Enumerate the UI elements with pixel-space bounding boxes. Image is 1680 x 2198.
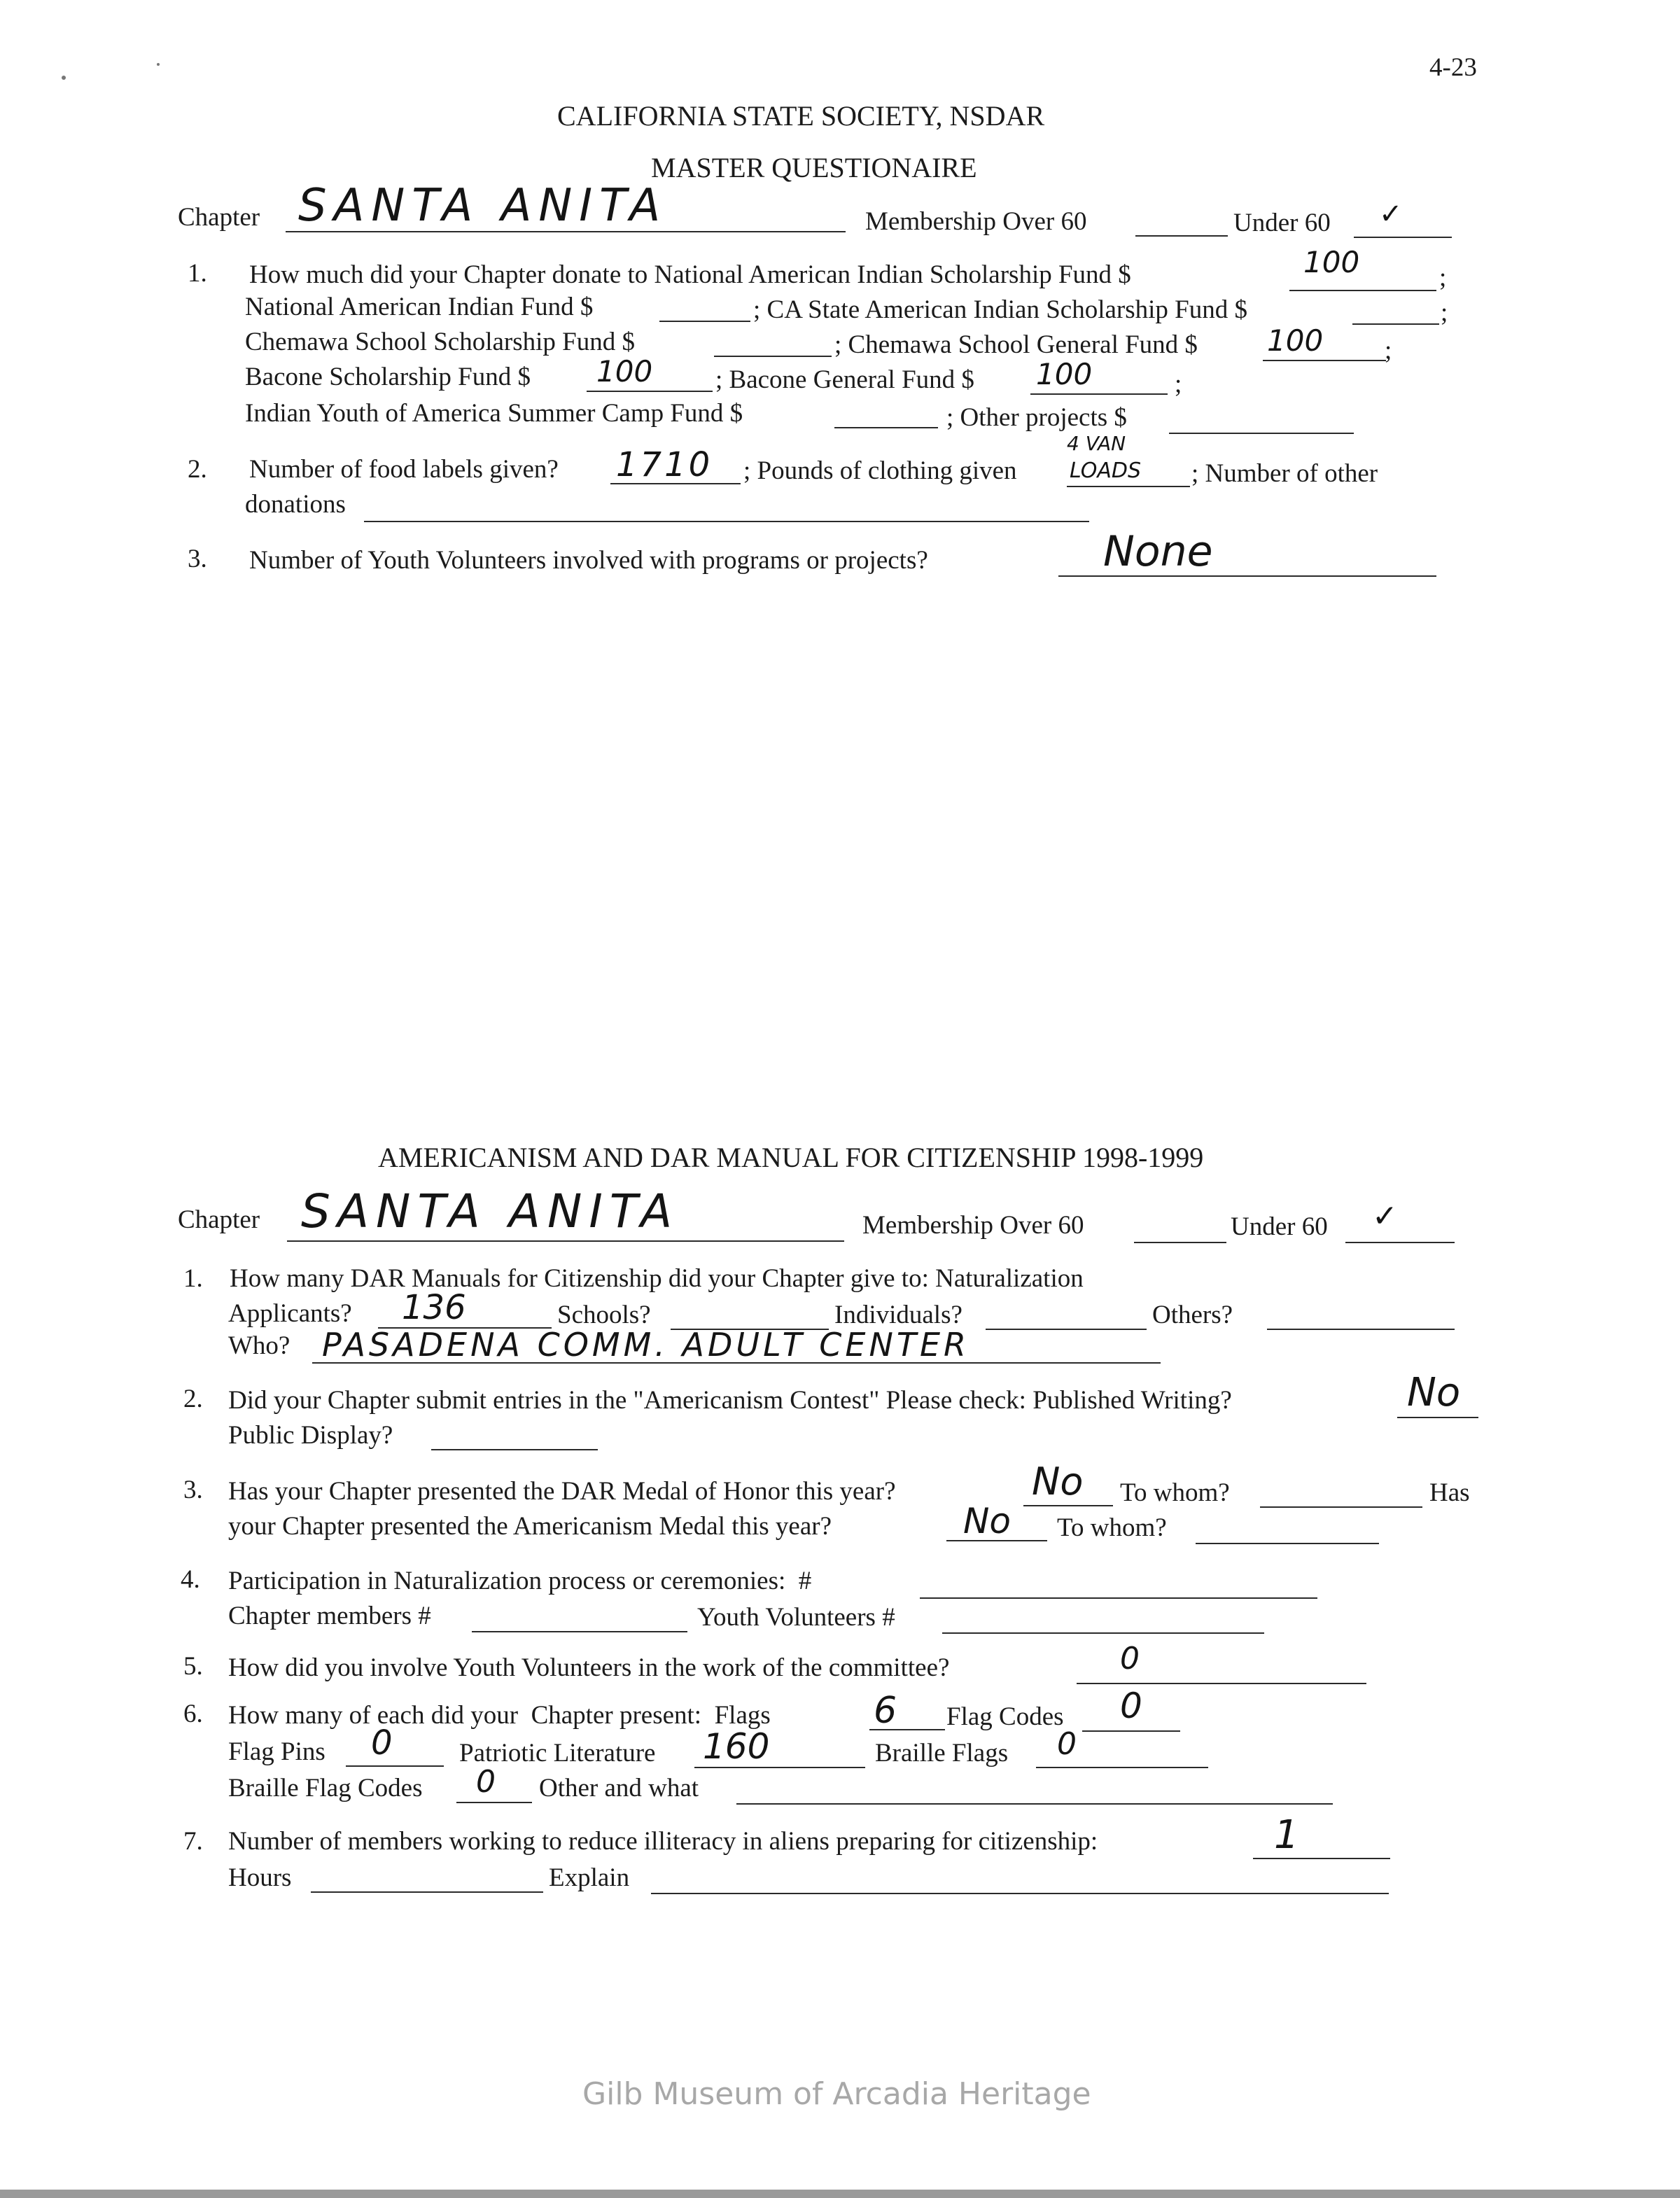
form1-q1-line3b: ; Chemawa School General Fund $	[834, 330, 1198, 359]
form1-q2-line1a: Number of food labels given?	[249, 455, 559, 484]
form2-q7-line1-blank	[1253, 1858, 1390, 1859]
form1-under-line	[1354, 237, 1452, 238]
form1-q2-line1b: ; Pounds of clothing given	[743, 456, 1017, 485]
form2-q6-braille-codes-blank	[456, 1802, 532, 1803]
form1-q1-line1-blank	[1289, 290, 1436, 291]
form1-chapter-value: SANTA ANITA	[298, 180, 668, 232]
form1-q1-semicolon: ;	[1175, 370, 1182, 398]
form2-q2-line1: Did your Chapter submit entries in the "Americanism Contest" Please check: Published Writing?	[228, 1386, 1232, 1415]
form1-q1-line5a: Indian Youth of America Summer Camp Fund $	[245, 399, 743, 428]
scan-speck	[157, 63, 160, 66]
form2-q2-line2-blank	[431, 1449, 598, 1450]
form2-q4-line1: Participation in Naturalization process or ceremonies: #	[228, 1567, 812, 1595]
form2-q1-applicants-label: Applicants?	[228, 1299, 352, 1328]
form2-q6-number: 6.	[183, 1700, 203, 1728]
form1-q1-line4a-value: 100	[596, 354, 653, 388]
form1-q2-clothing-value-top: 4 VAN	[1067, 432, 1126, 455]
form2-q7-hours-blank	[311, 1891, 543, 1893]
form2-q7-explain-blank	[651, 1893, 1389, 1894]
form2-q6-line1b: Flag Codes	[946, 1702, 1064, 1731]
form1-q3-value: None	[1103, 527, 1213, 576]
form2-q6-other-blank	[736, 1803, 1333, 1805]
form2-q5-blank	[1077, 1683, 1366, 1684]
form1-q1-line1-value: 100	[1303, 245, 1360, 279]
form1-q1-line4a: Bacone Scholarship Fund $	[245, 363, 531, 391]
form1-q1-line5a-blank	[834, 427, 938, 428]
form1-q1-line5b-blank	[1169, 433, 1354, 434]
form2-q3-line1b: To whom?	[1120, 1478, 1230, 1507]
form1-q1-line2b: ; CA State American Indian Scholarship Fund $	[753, 295, 1247, 324]
scan-bottom-edge	[0, 2190, 1680, 2198]
form2-q1-others-label: Others?	[1152, 1301, 1233, 1329]
form1-membership-over-label: Membership Over 60	[865, 207, 1087, 236]
form1-q2-donations-blank	[364, 521, 1089, 522]
form1-q1-semicolon: ;	[1385, 336, 1392, 365]
form2-q4-members-blank	[472, 1631, 687, 1632]
form2-q4-line2b: Youth Volunteers #	[697, 1603, 895, 1632]
form2-q3-line1a: Has your Chapter presented the DAR Medal of Honor this year?	[228, 1477, 896, 1506]
form2-chapter-label: Chapter	[178, 1205, 260, 1234]
form2-q3-line2a: your Chapter presented the Americanism Medal this year?	[228, 1512, 832, 1541]
form2-q4-number: 4.	[181, 1565, 200, 1594]
form1-membership-over-line	[1135, 235, 1228, 237]
form2-q6-flags-value: 6	[874, 1690, 897, 1732]
form2-under-line	[1345, 1242, 1455, 1243]
form2-q6-lit-value: 160	[703, 1726, 770, 1767]
form2-q1-applicants-value: 136	[402, 1288, 466, 1327]
form1-chapter-label: Chapter	[178, 203, 260, 232]
form1-q1-semicolon: ;	[1439, 263, 1447, 292]
form2-q3-number: 3.	[183, 1476, 203, 1504]
form2-q6-other-label: Other and what	[539, 1774, 699, 1802]
form2-q5-number: 5.	[183, 1652, 203, 1681]
form1-q1-line3a-blank	[714, 356, 832, 357]
form1-q1-line4b: ; Bacone General Fund $	[715, 365, 974, 394]
form2-q2-line2: Public Display?	[228, 1421, 393, 1450]
form2-q2-line1-value: No	[1407, 1370, 1461, 1415]
form2-q1-schools-label: Schools?	[557, 1301, 651, 1329]
form2-q1-number: 1.	[183, 1264, 203, 1293]
form2-q6-flag-codes-value: 0	[1120, 1686, 1142, 1726]
form1-q2-number: 2.	[188, 455, 207, 484]
form2-q3-to-whom2-blank	[1196, 1543, 1379, 1544]
form2-q1-individuals-label: Individuals?	[834, 1301, 962, 1329]
form2-q3-line2b: To whom?	[1057, 1513, 1167, 1542]
form2-membership-over-label: Membership Over 60	[862, 1211, 1084, 1240]
form2-q3-medal-value: No	[1032, 1460, 1084, 1504]
form2-q6-lit-blank	[694, 1767, 865, 1768]
form2-q6-braille-flags-label: Braille Flags	[875, 1739, 1009, 1768]
form1-q2-food-value: 1710	[616, 445, 713, 484]
form1-q1-line5b: ; Other projects $	[946, 403, 1127, 432]
form2-q1-who-value: PASADENA COMM. ADULT CENTER	[322, 1326, 970, 1364]
form2-q3-line1c: Has	[1429, 1478, 1470, 1507]
form1-q2-line1c: ; Number of other	[1191, 459, 1378, 488]
form2-q1-individuals-blank	[986, 1329, 1147, 1330]
form2-q6-braille-codes-label: Braille Flag Codes	[228, 1774, 423, 1802]
form1-q1-line3b-blank	[1263, 360, 1386, 361]
form1-q3-number: 3.	[188, 545, 207, 573]
form2-q3-amer-value: No	[963, 1501, 1011, 1541]
form2-q6-flag-pins-blank	[346, 1765, 444, 1767]
form2-q3-to-whom-blank	[1260, 1506, 1422, 1508]
form2-membership-over-line	[1134, 1242, 1226, 1243]
form1-q2-line2: donations	[245, 490, 346, 519]
page-number: 4-23	[1429, 53, 1477, 82]
form2-q1-line1: How many DAR Manuals for Citizenship did your Chapter give to: Naturalization	[230, 1264, 1084, 1293]
form1-q1-number: 1.	[188, 259, 207, 288]
form2-q6-line1a: How many of each did your Chapter present: Flags	[228, 1701, 771, 1730]
form2-q6-flag-pins-value: 0	[371, 1723, 393, 1763]
form2-q5-text: How did you involve Youth Volunteers in the work of the committee?	[228, 1653, 950, 1682]
form2-chapter-line	[287, 1240, 844, 1242]
form1-q1-line2a-blank	[659, 321, 750, 322]
form1-q3-text: Number of Youth Volunteers involved with programs or projects?	[249, 546, 928, 575]
form1-title-line1: CALIFORNIA STATE SOCIETY, NSDAR	[557, 100, 1045, 132]
form1-under-value: ✓	[1379, 198, 1403, 230]
form1-q2-clothing-blank	[1067, 486, 1190, 487]
form2-q4-youth-blank	[942, 1632, 1264, 1634]
form2-q5-value: 0	[1120, 1641, 1140, 1676]
form1-q1-line4a-blank	[587, 391, 713, 392]
form2-q4-line2a: Chapter members #	[228, 1602, 431, 1630]
watermark: Gilb Museum of Arcadia Heritage	[582, 2076, 1091, 2112]
form1-q1-line4b-value: 100	[1036, 357, 1093, 391]
form1-q1-line1: How much did your Chapter donate to National American Indian Scholarship Fund $	[249, 260, 1131, 289]
form2-q7-line1-value: 1	[1274, 1812, 1299, 1858]
form1-under-label: Under 60	[1233, 209, 1331, 237]
form2-q7-hours-label: Hours	[228, 1863, 292, 1892]
form2-under-value: ✓	[1372, 1198, 1398, 1234]
form1-q1-line2a: National American Indian Fund $	[245, 293, 594, 321]
form2-q6-braille-codes-value: 0	[476, 1764, 496, 1800]
form2-q7-number: 7.	[183, 1827, 203, 1856]
form1-title-line2: MASTER QUESTIONAIRE	[651, 152, 977, 183]
form2-q1-others-blank	[1267, 1329, 1455, 1330]
form2-under-label: Under 60	[1231, 1212, 1328, 1241]
form2-q2-line1-blank	[1397, 1417, 1478, 1418]
form1-q2-clothing-value: LOADS	[1070, 458, 1142, 483]
form2-q3-medal-blank	[1023, 1505, 1113, 1506]
form2-q4-line1-blank	[920, 1597, 1317, 1599]
form2-q6-flag-pins-label: Flag Pins	[228, 1737, 326, 1766]
form1-q1-line3a: Chemawa School Scholarship Fund $	[245, 328, 636, 356]
form2-q6-braille-flags-blank	[1036, 1767, 1208, 1768]
form2-q6-braille-flags-value: 0	[1057, 1726, 1077, 1762]
form2-chapter-value: SANTA ANITA	[301, 1184, 680, 1238]
form1-q1-semicolon: ;	[1441, 298, 1448, 327]
form2-q6-lit-label: Patriotic Literature	[459, 1739, 656, 1768]
form1-q1-line2b-blank	[1352, 323, 1439, 325]
form2-q6-flag-codes-blank	[1082, 1730, 1180, 1732]
scan-speck	[62, 76, 66, 80]
form1-q1-line4b-blank	[1030, 393, 1168, 395]
form1-q1-line3-value: 100	[1267, 323, 1324, 358]
form2-q1-who-label: Who?	[228, 1331, 290, 1360]
form2-q2-number: 2.	[183, 1385, 203, 1413]
form2-q7-line1: Number of members working to reduce illiteracy in aliens preparing for citizenship:	[228, 1827, 1098, 1856]
form2-q7-explain-label: Explain	[549, 1863, 630, 1892]
form2-title: AMERICANISM AND DAR MANUAL FOR CITIZENSHIP 1998-1999	[378, 1142, 1204, 1173]
